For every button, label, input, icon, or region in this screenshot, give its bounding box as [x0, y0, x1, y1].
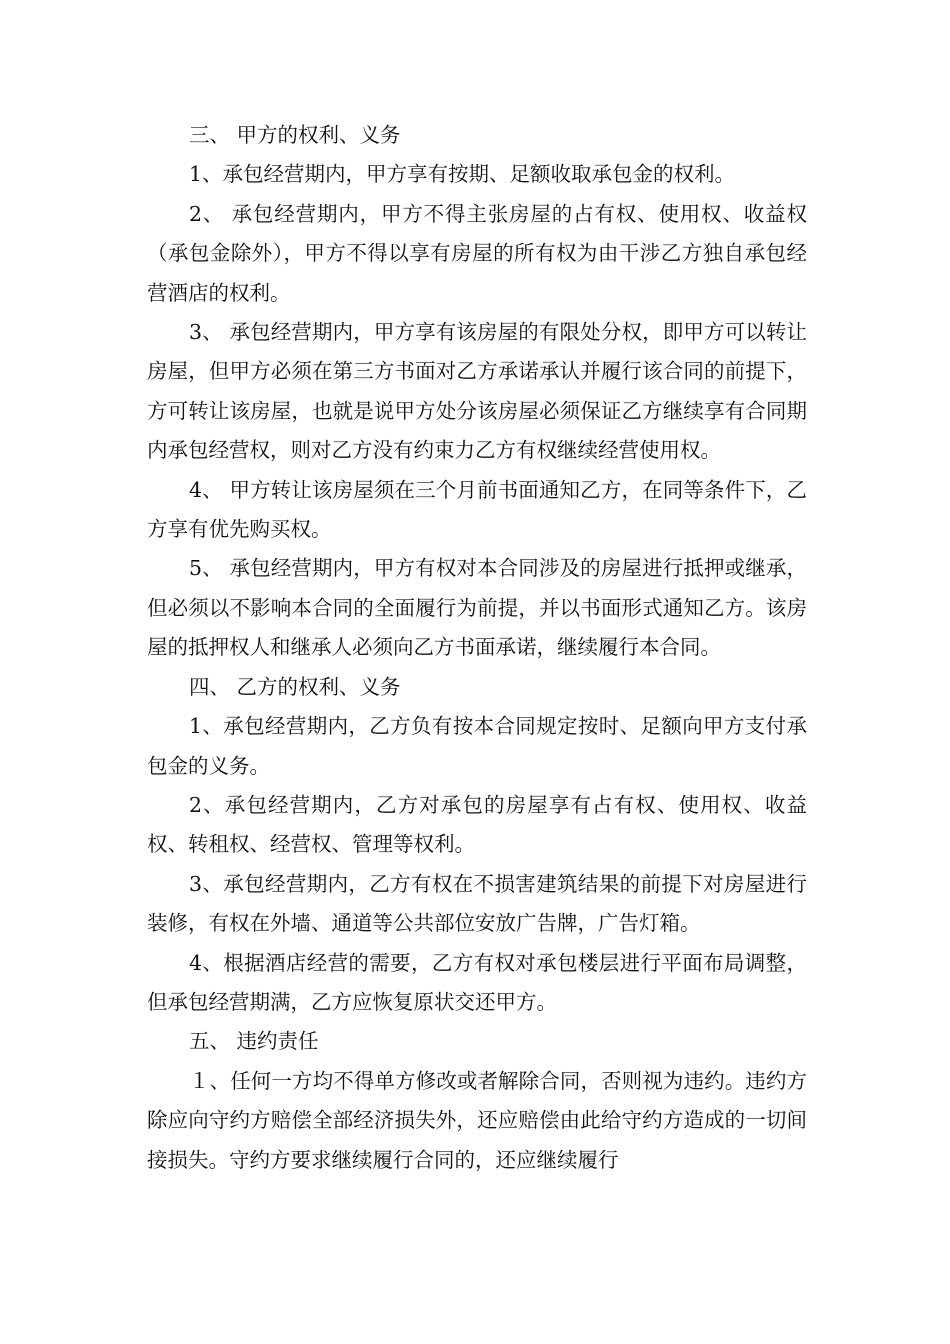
section-heading-3: 三、 甲方的权利、义务 [189, 123, 401, 147]
section-heading-5: 五、 违约责任 [189, 1029, 319, 1054]
paragraph-5-1: １、任何一方均不得单方修改或者解除合同，否则视为违约。违约方除应向守约方赔偿全部经济损失外，还应赔偿由此给守约方造成的一切间接损失。守约方要求继续履行合同的，还应继续履行 [147, 1068, 807, 1172]
paragraph-4-3: 3、承包经营期内，乙方有权在不损害建筑结果的前提下对房屋进行装修，有权在外墙、通道等公共部位安放广告牌，广告灯箱。 [147, 871, 807, 936]
paragraph-3-5: 5、 承包经营期内，甲方有权对本合同涉及的房屋进行抵押或继承，但必须以不影响本合同的全面履行为前提，并以书面形式通知乙方。该房屋的抵押权人和继承人必须向乙方书面承诺，继续履行本合同。 [147, 556, 807, 660]
paragraph-4-4: 4、根据酒店经营的需要，乙方有权对承包楼层进行平面布局调整，但承包经营期满，乙方应恢复原状交还甲方。 [147, 950, 807, 1014]
section-heading-4: 四、 乙方的权利、义务 [189, 674, 401, 699]
paragraph-3-1: 1、承包经营期内，甲方享有按期、足额收取承包金的权利。 [189, 162, 736, 187]
paragraph-3-4: 4、 甲方转让该房屋须在三个月前书面通知乙方，在同等条件下，乙方享有优先购买权。 [147, 477, 807, 542]
paragraph-3-3: 3、 承包经营期内，甲方享有该房屋的有限处分权，即甲方可以转让房屋，但甲方必须在第三方书面对乙方承诺承认并履行该合同的前提下，方可转让该房屋，也就是说甲方处分该房屋必须保证乙方继续享有合同期内承包经营权，则对乙方没有约束力乙方有权继续经营使用权。 [147, 320, 807, 463]
paragraph-3-2: 2、 承包经营期内，甲方不得主张房屋的占有权、使用权、收益权（承包金除外），甲方不得以享有房屋的所有权为由干涉乙方独自承包经营酒店的权利。 [147, 201, 807, 305]
paragraph-4-1: 1、承包经营期内，乙方负有按本合同规定按时、足额向甲方支付承包金的义务。 [147, 714, 807, 778]
document-body [147, 116, 807, 1180]
paragraph-4-2: 2、承包经营期内，乙方对承包的房屋享有占有权、使用权、收益权、转租权、经营权、管理等权利。 [147, 792, 807, 857]
